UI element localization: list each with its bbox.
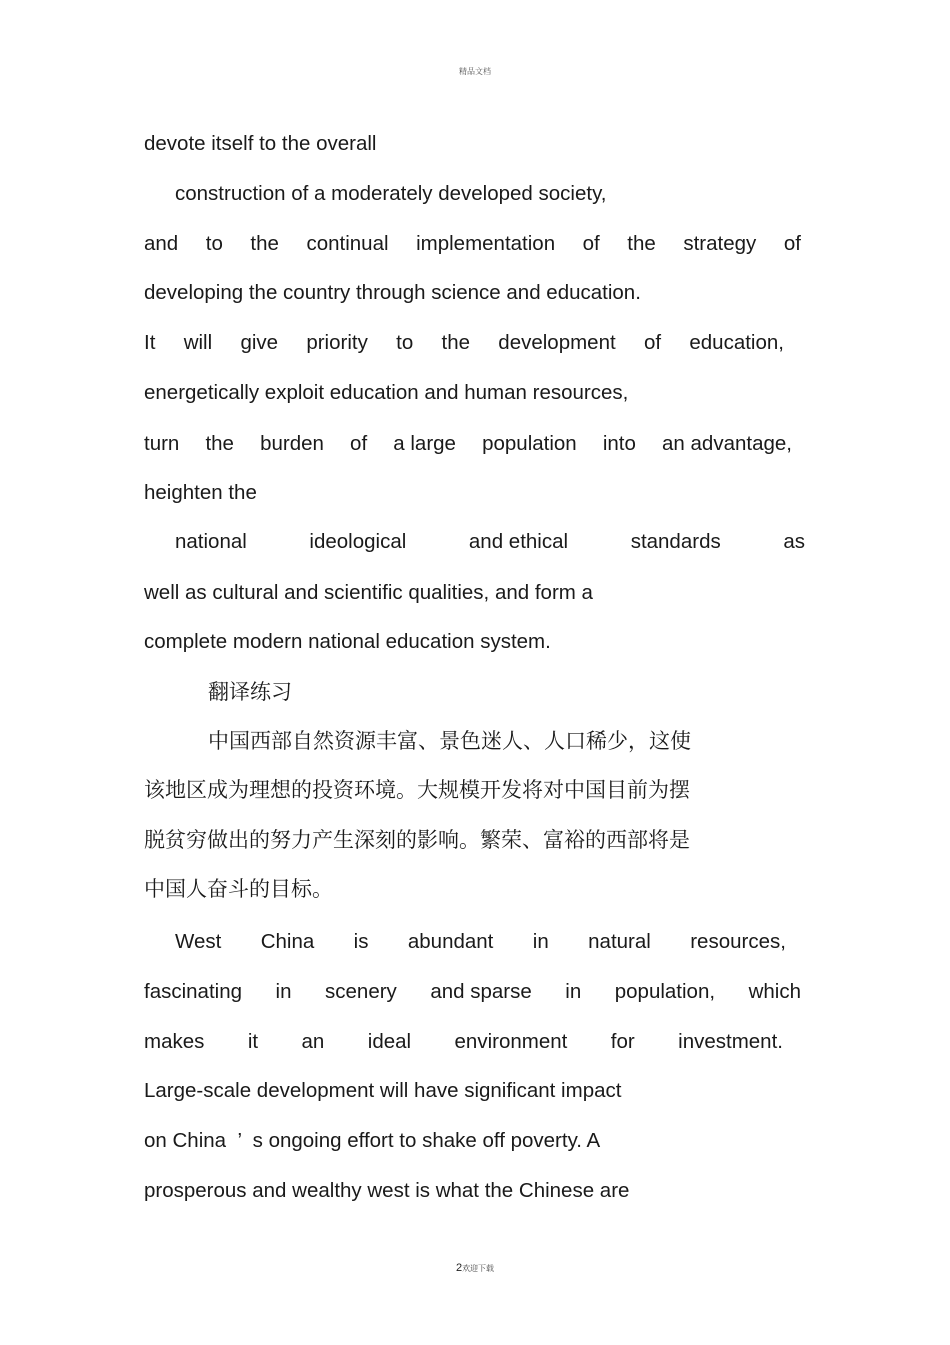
word: in [532,930,549,953]
word: to [205,232,223,255]
word: education, [689,331,784,354]
word: resources, [690,930,786,953]
word: is [353,930,369,953]
word: of [643,331,662,354]
text-line: on China ’ s ongoing effort to shake off poverty. A [144,1129,601,1152]
word: give [240,331,279,354]
text-line [144,431,792,457]
text-line: well as cultural and scientific qualities, and form a [144,581,593,604]
word: and [144,232,179,255]
chinese-line: 中国西部自然资源丰富、景色迷人、人口稀少，这使 [208,729,691,753]
word: makes [144,1030,205,1053]
word: abundant [407,930,494,953]
chinese-line: 该地区成为理想的投资环境。大规模开发将对中国目前为摆 [144,778,690,802]
text-line: prosperous and wealthy west is what the Chinese are [144,1179,630,1202]
word: scenery [325,980,397,1003]
header-label: 精品文档 [459,67,491,76]
word: China [260,930,315,953]
text-line: heighten the [144,481,257,504]
word: national [175,530,247,553]
word: an [301,1030,325,1053]
text-line [144,1029,783,1055]
word: population, [614,980,716,1003]
word: the [627,232,656,255]
word: in [565,980,582,1003]
chinese-line: 脱贫穷做出的努力产生深刻的影响。繁荣、富裕的西部将是 [144,828,690,852]
word: which [748,980,801,1003]
chinese-line: 中国人奋斗的目标。 [144,877,333,901]
word: in [275,980,292,1003]
text-line [144,330,784,356]
word: the [250,232,279,255]
word: development [498,331,616,354]
word: as [783,530,805,553]
word: of [783,232,801,255]
text-line [175,529,805,555]
text-line [144,231,801,257]
text-line: developing the country through science and education. [144,281,641,304]
word: and sparse [430,980,532,1003]
word: investment. [678,1030,783,1053]
word: the [205,432,234,455]
text-line: devote itself to the overall [144,132,377,155]
word: turn [144,432,180,455]
word: for [610,1030,635,1053]
text-line: construction of a moderately developed society, [175,182,607,205]
text-line: complete modern national education system. [144,630,551,653]
word: natural [588,930,651,953]
word: an advantage, [662,432,792,455]
word: strategy [683,232,757,255]
word: will [183,331,213,354]
footer-label: 欢迎下载 [462,1264,495,1273]
word: priority [306,331,368,354]
word: to [396,331,414,354]
text-line: Large-scale development will have significant impact [144,1079,622,1102]
word: fascinating [144,980,243,1003]
word: burden [260,432,324,455]
word: implementation [416,232,556,255]
word: ideal [367,1030,412,1053]
page-footer [0,1258,950,1276]
word: a large [393,432,456,455]
word: It [144,331,156,354]
word: population [482,432,577,455]
word: environment [454,1030,568,1053]
word: ideological [309,530,407,553]
page-number: 2 [455,1262,463,1274]
word: standards [630,530,721,553]
exercise-title: 翻译练习 [208,680,292,704]
word: into [602,432,636,455]
text-line [175,929,786,955]
word: of [582,232,600,255]
word: continual [306,232,389,255]
word: and ethical [468,530,569,553]
text-line [144,979,801,1005]
word: West [175,930,222,953]
word: of [350,432,368,455]
word: it [247,1030,259,1053]
text-line: energetically exploit education and human resources, [144,381,629,404]
word: the [441,331,471,354]
